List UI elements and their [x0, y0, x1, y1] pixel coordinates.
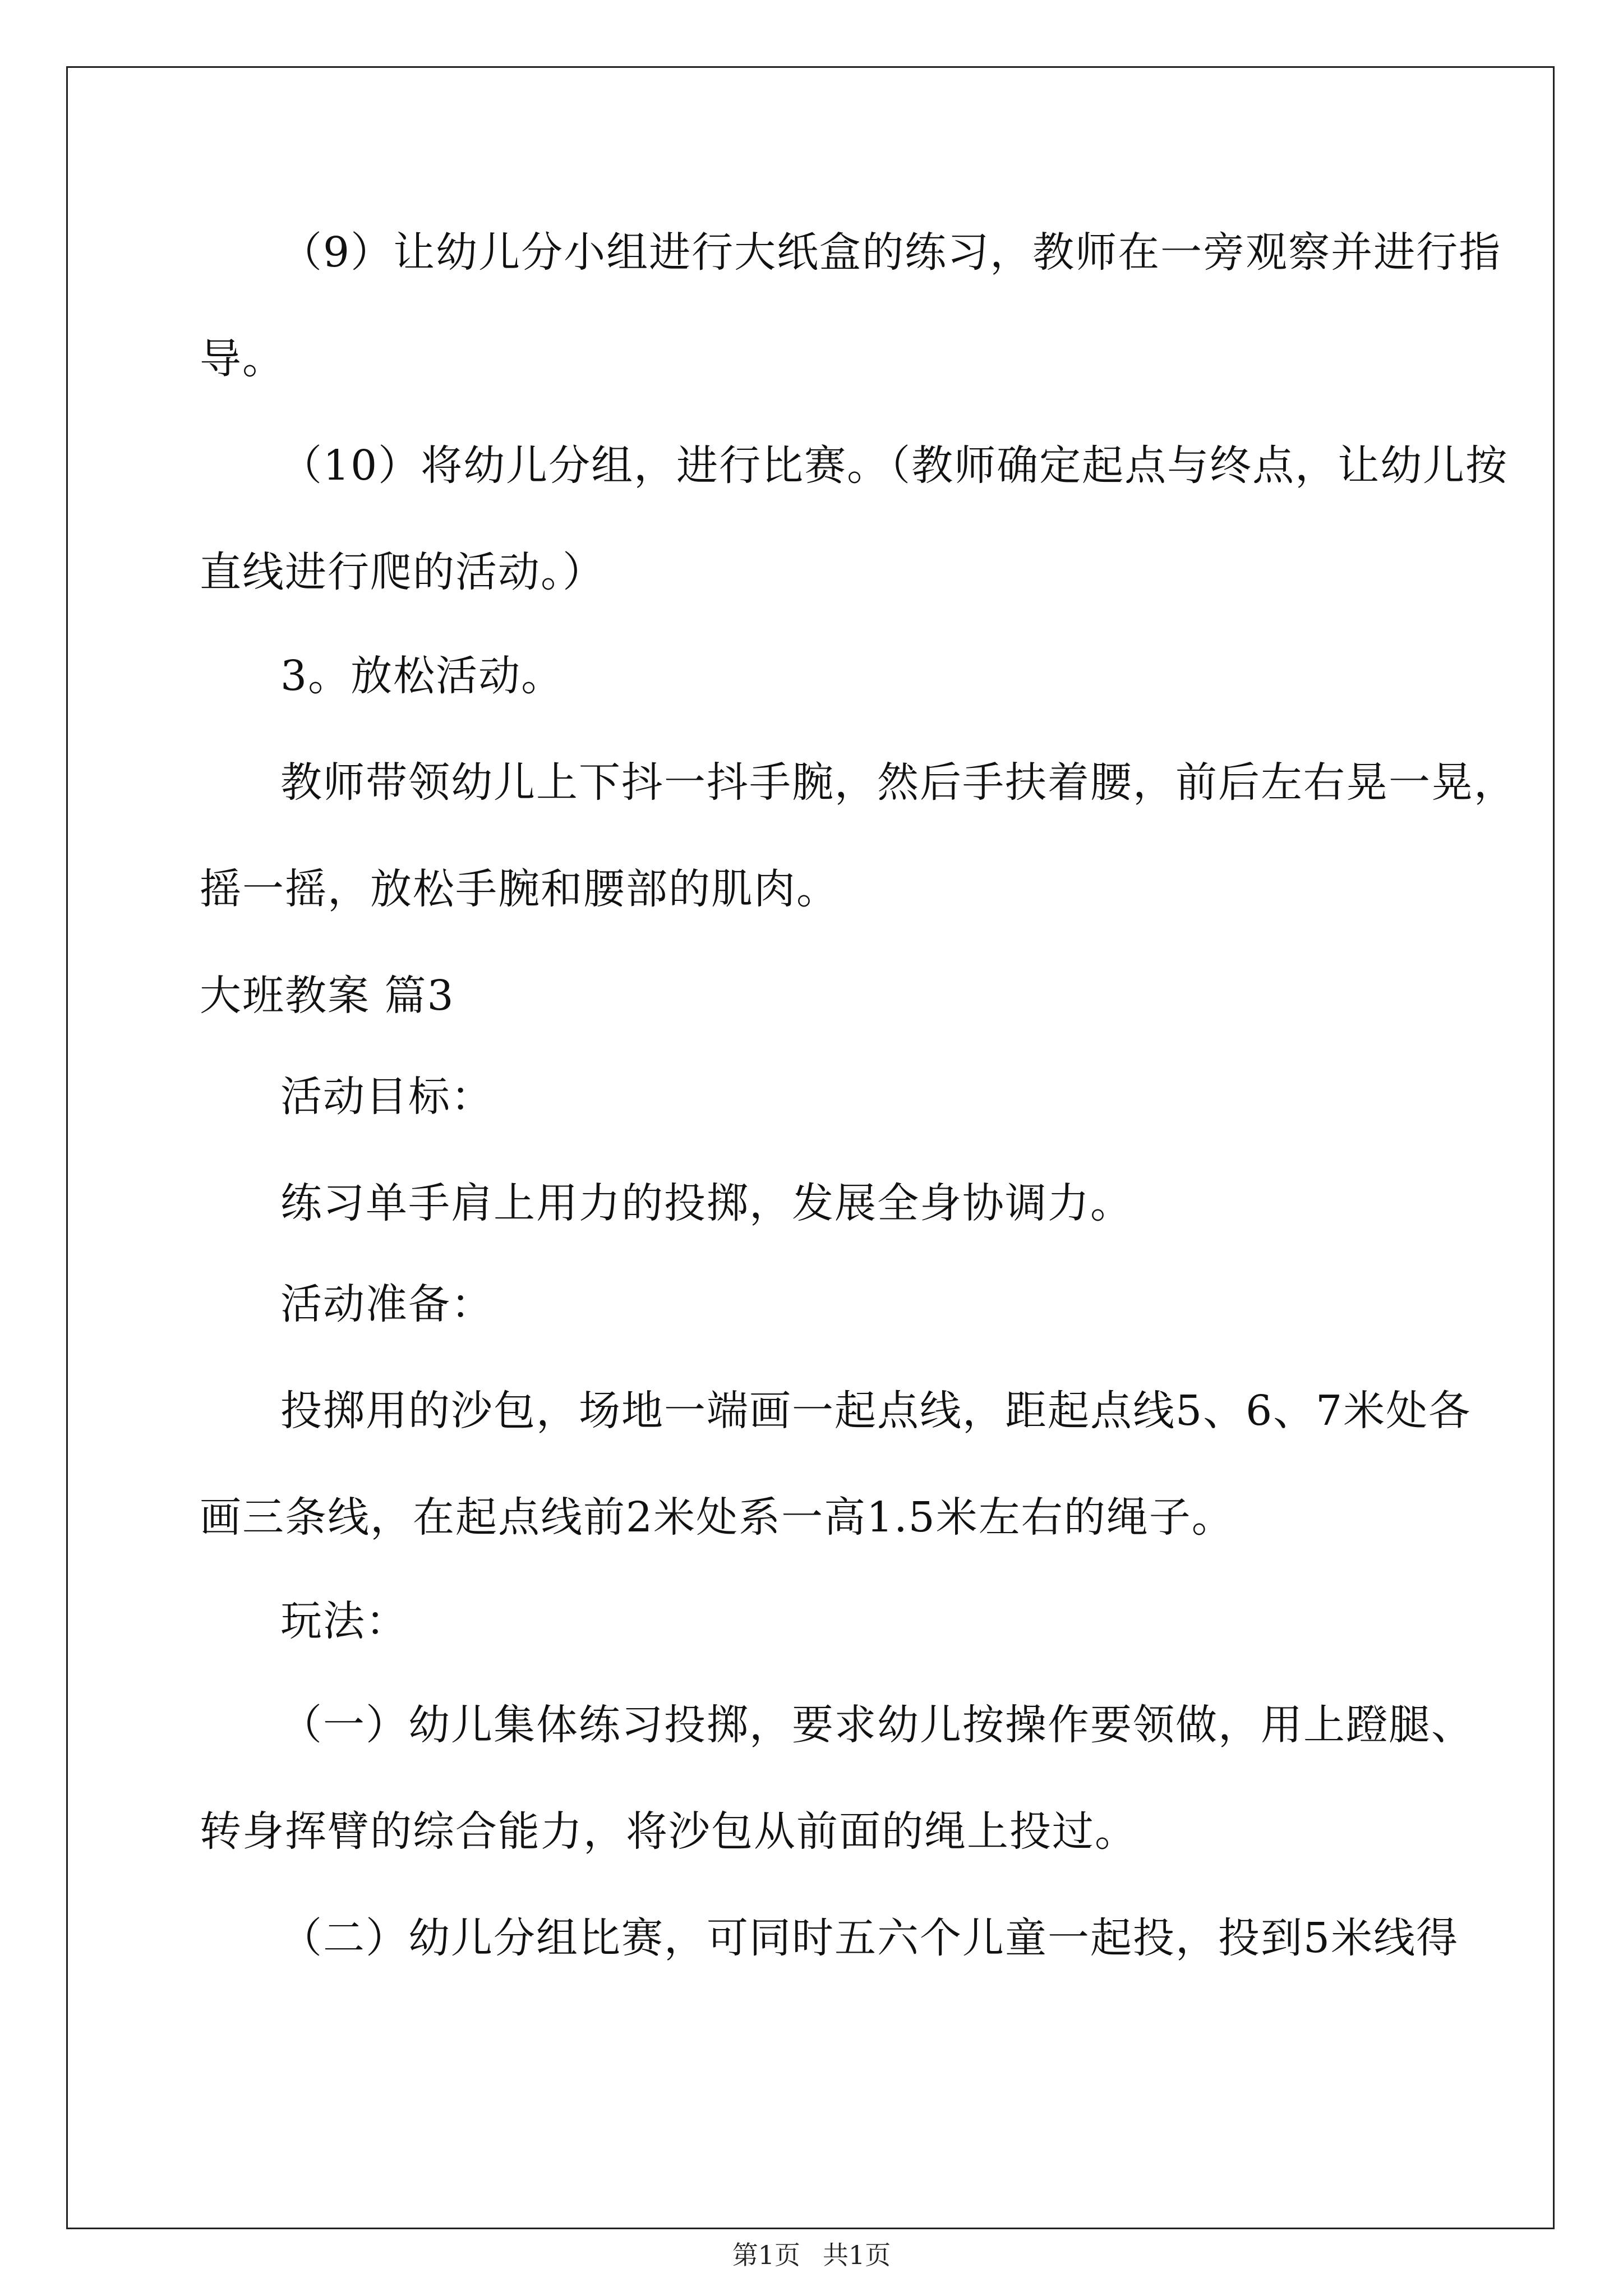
- paragraph-line: 活动准备：: [280, 1280, 494, 1328]
- paragraph-line: 导。: [200, 335, 285, 383]
- paragraph-line: 教师带领幼儿上下抖一抖手腕，然后手扶着腰，前后左右晃一晃，: [280, 758, 1516, 807]
- paragraph-line: 活动目标：: [280, 1073, 494, 1121]
- section-heading: 大班教案 篇3: [200, 972, 455, 1020]
- paragraph-line: 画三条线，在起点线前2米处系一高1.5米左右的绳子。: [200, 1493, 1234, 1542]
- paragraph-line: 3。放松活动。: [280, 652, 564, 700]
- paragraph-line: 投掷用的沙包，场地一端画一起点线，距起点线5、6、7米处各: [280, 1387, 1472, 1435]
- paragraph-line: （二）幼儿分组比赛，可同时五六个儿童一起投，投到5米线得: [280, 1914, 1459, 1962]
- paragraph-line: 玩法：: [280, 1597, 408, 1645]
- paragraph-line: 摇一摇，放松手腕和腰部的肌肉。: [200, 865, 839, 913]
- paragraph-line: （一）幼儿集体练习投掷，要求幼儿按操作要领做，用上蹬腿、: [280, 1701, 1474, 1749]
- paragraph-line: 练习单手肩上用力的投掷，发展全身协调力。: [280, 1179, 1133, 1227]
- paragraph-line: （9）让幼儿分小组进行大纸盒的练习，教师在一旁观察并进行指: [280, 228, 1502, 277]
- paragraph-line: 直线进行爬的活动。）: [200, 548, 605, 596]
- page-total: 共1页: [823, 2240, 891, 2270]
- paragraph-line: （10）将幼儿分组，进行比赛。（教师确定起点与终点，让幼儿按: [280, 441, 1509, 490]
- page-number: 第1页: [732, 2240, 800, 2270]
- page-footer: [0, 2238, 1623, 2272]
- paragraph-line: 转身挥臂的综合能力，将沙包从前面的绳上投过。: [200, 1807, 1137, 1856]
- page-border: [66, 66, 1555, 2229]
